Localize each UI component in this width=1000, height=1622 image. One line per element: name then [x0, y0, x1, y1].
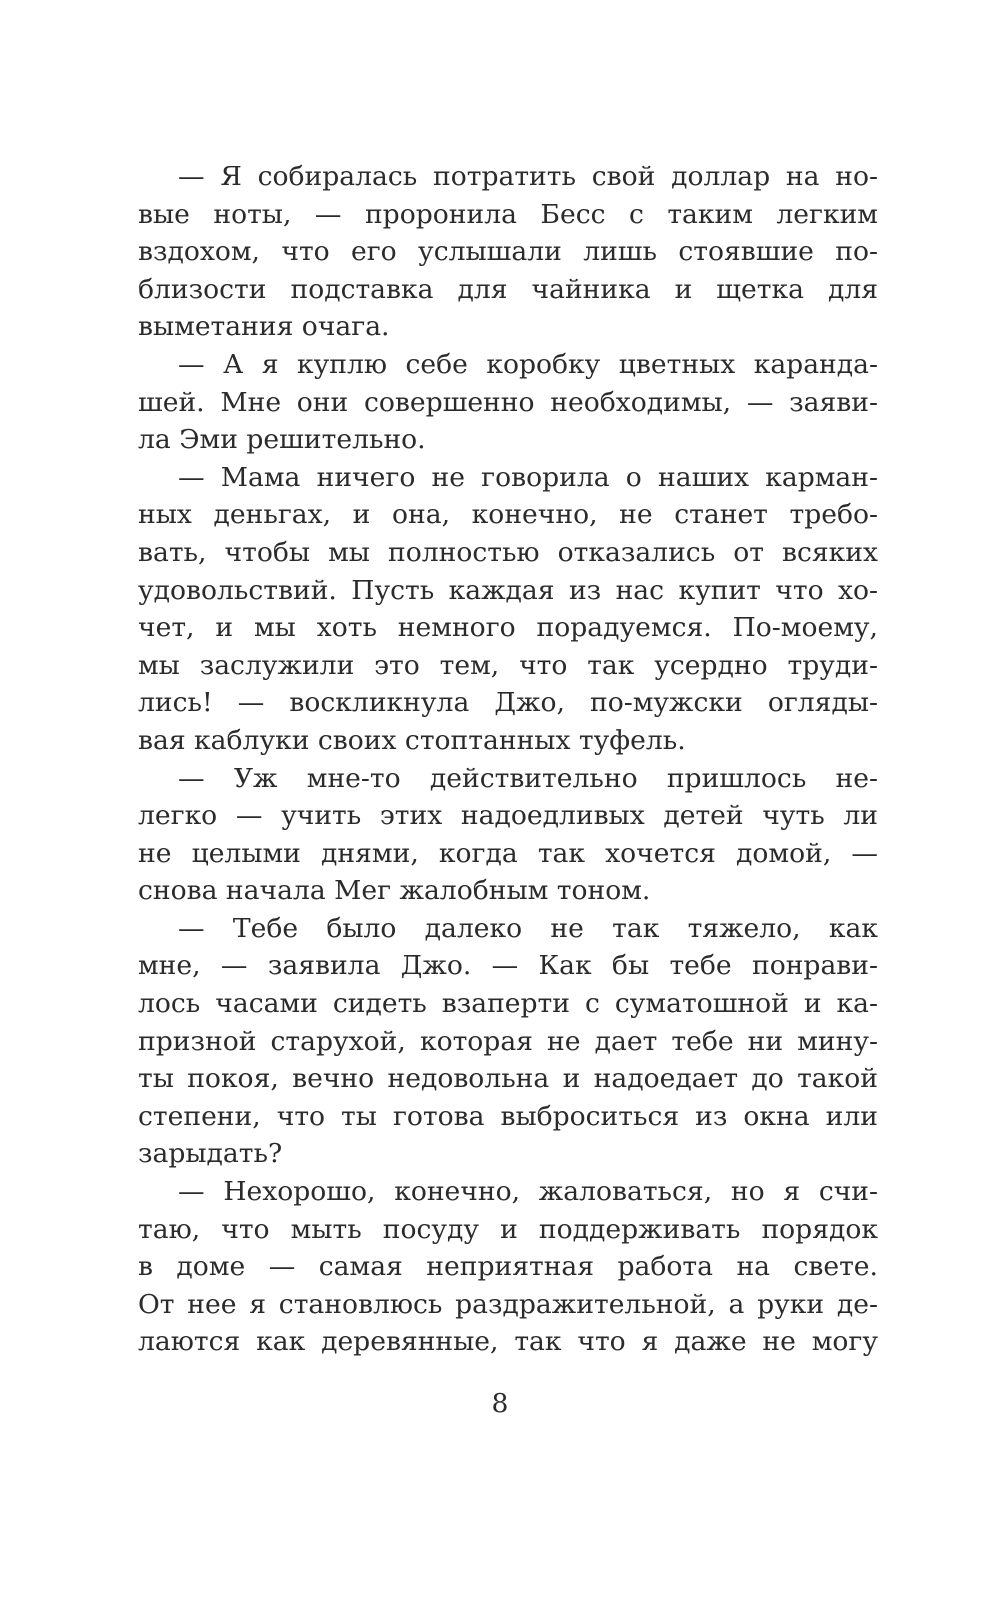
- text-line: удовольствий. Пусть каждая из нас купит что хо-: [138, 574, 878, 606]
- text-line: не целыми днями, когда так хочется домой, —: [138, 837, 878, 869]
- text-line: — Нехорошо, конечно, жаловаться, но я счи-: [178, 1176, 878, 1208]
- page-number: 8: [491, 1388, 509, 1419]
- text-line: в доме — самая неприятная работа на свете.: [138, 1251, 878, 1283]
- text-line: ла Эми решительно.: [138, 424, 426, 456]
- text-line: степени, что ты готова выброситься из окна или: [138, 1100, 878, 1132]
- text-line: легко — учить этих надоедливых детей чуть ли: [138, 800, 878, 832]
- body-text: [138, 158, 878, 1361]
- text-line: вые ноты, — проронила Бесс с таким легким: [138, 198, 878, 230]
- text-line: — А я куплю себе коробку цветных каранда-: [178, 348, 878, 380]
- text-line: мне, — заявила Джо. — Как бы тебе понрави-: [138, 950, 878, 982]
- text-line: — Уж мне-то действительно пришлось не-: [178, 762, 878, 794]
- text-line: вздохом, что его услышали лишь стоявшие по-: [138, 236, 878, 268]
- text-line: призной старухой, которая не дает тебе ни мину-: [138, 1025, 878, 1057]
- text-line: ных деньгах, и она, конечно, не станет требо-: [138, 499, 878, 531]
- text-line: ты покоя, вечно недовольна и надоедает до такой: [138, 1063, 878, 1095]
- text-line: мы заслужили это тем, что так усердно труди-: [138, 649, 878, 681]
- text-line: снова начала Мег жалобным тоном.: [138, 875, 651, 907]
- text-line: вать, чтобы мы полностью отказались от всяких: [138, 536, 878, 568]
- text-line: чет, и мы хоть немного порадуемся. По-моему,: [138, 612, 878, 644]
- text-line: лаются как деревянные, так что я даже не могу: [138, 1326, 878, 1358]
- text-line: — Мама ничего не говорила о наших карман-: [178, 461, 878, 493]
- text-line: лось часами сидеть взаперти с суматошной и ка-: [138, 988, 878, 1020]
- text-line: таю, что мыть посуду и поддерживать порядок: [138, 1213, 878, 1245]
- text-line: лись! — воскликнула Джо, по-мужски огляды-: [138, 687, 878, 719]
- text-line: шей. Мне они совершенно необходимы, — заяви-: [138, 386, 878, 418]
- text-line: От нее я становлюсь раздражительной, а руки де-: [138, 1288, 878, 1320]
- text-line: зарыдать?: [138, 1138, 283, 1170]
- text-line: выметания очага.: [138, 311, 390, 343]
- text-line: — Тебе было далеко не так тяжело, как: [178, 912, 878, 944]
- text-line: близости подставка для чайника и щетка для: [138, 273, 878, 305]
- text-line: вая каблуки своих стоптанных туфель.: [138, 724, 686, 756]
- text-line: — Я собиралась потратить свой доллар на но-: [178, 161, 878, 192]
